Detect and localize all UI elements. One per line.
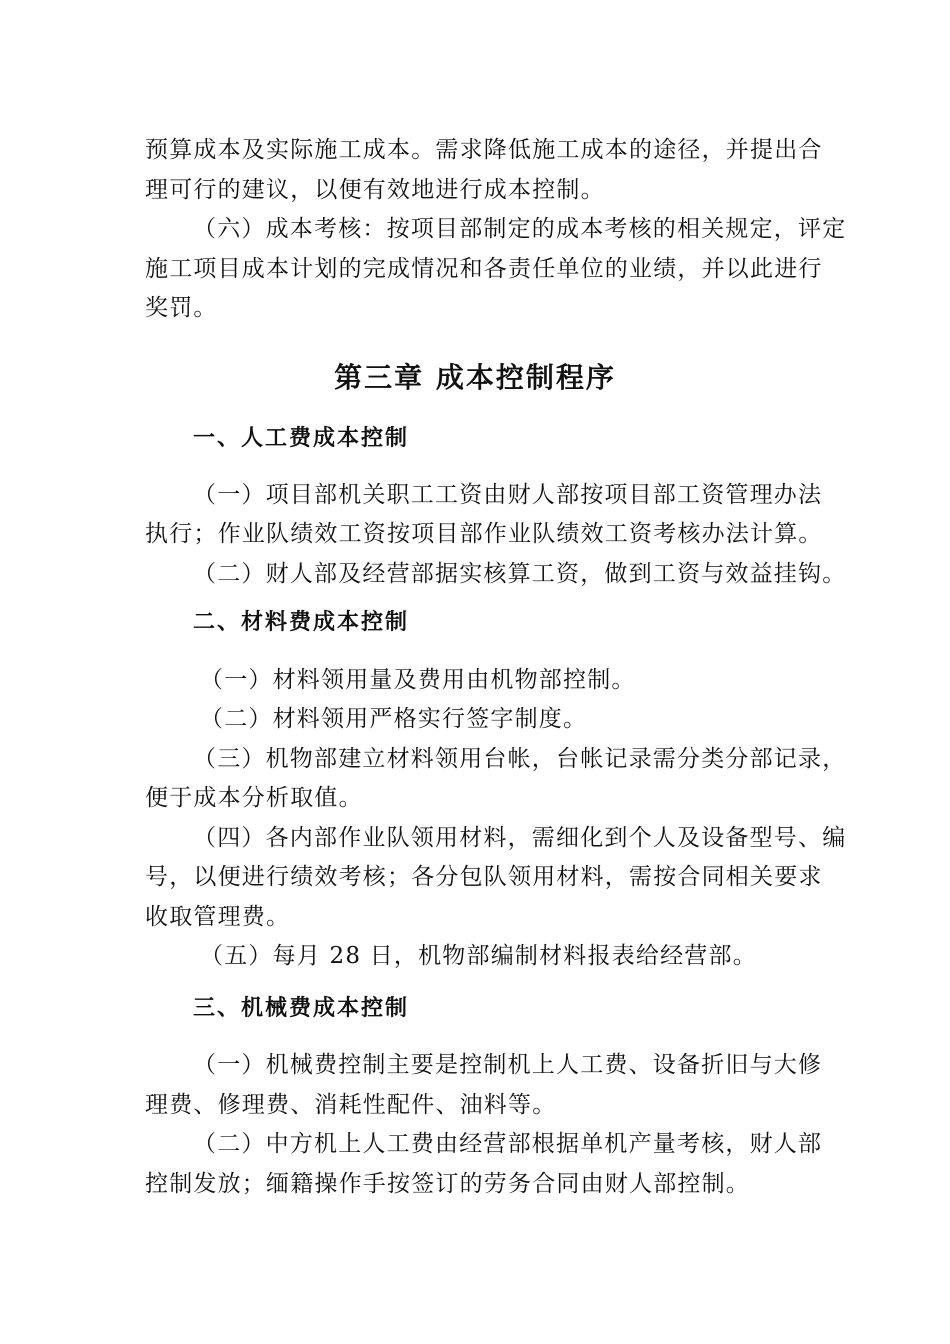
body-text-line: 控制发放；缅籍操作手按签订的劳务合同由财人部控制。 [145, 1171, 750, 1197]
chapter-title: 第三章 成本控制程序 [334, 361, 616, 394]
body-text-line: 预算成本及实际施工成本。需求降低施工成本的途径，并提出合 [145, 137, 823, 163]
body-text-line: 理可行的建议，以便有效地进行成本控制。 [145, 177, 605, 203]
section-heading: 三、机械费成本控制 [193, 996, 410, 1021]
body-text-line: （四）各内部作业队领用材料，需细化到个人及设备型号、编 [193, 825, 847, 851]
body-text-line: 收取管理费。 [145, 904, 291, 930]
body-text-line: （二）中方机上人工费由经营部根据单机产量考核，财人部 [193, 1131, 823, 1157]
section-heading: 一、人工费成本控制 [193, 426, 410, 451]
body-text-line: （五）每月 28 日，机物部编制材料报表给经营部。 [200, 943, 757, 969]
body-text-line: （二）材料领用严格实行签字制度。 [200, 706, 588, 732]
body-text-line: （一）材料领用量及费用由机物部控制。 [200, 667, 636, 693]
body-text-line: 执行；作业队绩效工资按项目部作业队绩效工资考核办法计算。 [145, 521, 823, 547]
body-text-line: （一）项目部机关职工工资由财人部按项目部工资管理办法 [193, 482, 823, 508]
body-text-line: （六）成本考核：按项目部制定的成本考核的相关规定，评定 [193, 216, 847, 242]
section-heading: 二、材料费成本控制 [193, 610, 410, 635]
body-text-line: 奖罚。 [145, 295, 218, 321]
body-text-line: 理费、修理费、消耗性配件、油料等。 [145, 1092, 557, 1118]
body-text-line: 号，以便进行绩效考核；各分包队领用材料，需按合同相关要求 [145, 864, 823, 890]
body-text-line: 施工项目成本计划的完成情况和各责任单位的业绩，并以此进行 [145, 256, 823, 282]
body-text-line: （二）财人部及经营部据实核算工资，做到工资与效益挂钩。 [193, 561, 847, 587]
body-text-line: 便于成本分析取值。 [145, 785, 363, 811]
body-text-line: （一）机械费控制主要是控制机上人工费、设备折旧与大修 [193, 1052, 823, 1078]
body-text-line: （三）机物部建立材料领用台帐，台帐记录需分类分部记录， [193, 746, 847, 772]
